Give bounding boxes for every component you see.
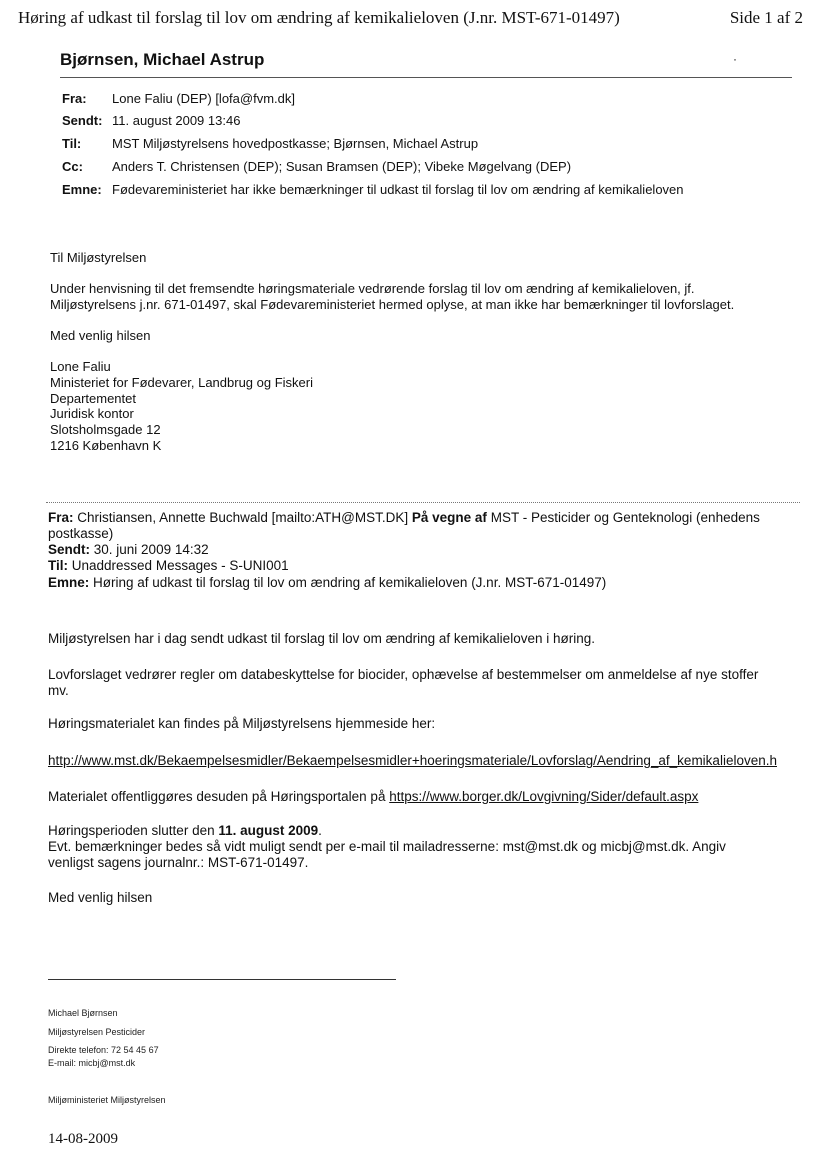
signature-ministry: Ministeriet for Fødevarer, Landbrug og Fiskeri [50, 375, 313, 390]
fwd-paragraph-2-line-1: Lovforslaget vedrører regler om databeskyttelse for biocider, ophævelse af bestemmelser om anmeldelse af nye stoffer [48, 667, 759, 682]
signature-street: Slotsholmsgade 12 [50, 422, 161, 437]
fwd-subject-row [48, 575, 798, 591]
to-value[interactable]: MST Miljøstyrelsens hovedpostkasse; Bjørnsen, Michael Astrup [112, 136, 479, 151]
fwd-subject-value: Høring af udkast til forslag til lov om ændring af kemikalieloven (J.nr. MST-671-01497) [93, 575, 607, 590]
fwd-paragraph-6-line-1: Evt. bemærkninger bedes så vidt muligt sendt per e-mail til mailadresserne: mst@mst.dk og micbj@mst.dk. Angiv [48, 839, 726, 854]
greeting: Til Miljøstyrelsen [50, 250, 147, 265]
hoeringsmateriale-link-row [48, 753, 800, 769]
fwd-sent-row [48, 542, 798, 558]
signature-divider [48, 979, 396, 980]
fwd-from-row [48, 510, 798, 542]
sent-row [62, 113, 240, 128]
fwd-from-label: Fra: [48, 510, 74, 525]
fwd-from-value[interactable]: Christiansen, Annette Buchwald [mailto:ATH@MST.DK] [77, 510, 409, 525]
subject-row [62, 182, 684, 197]
hoeringsmateriale-link[interactable]: http://www.mst.dk/Bekaempelsesmidler/Bekaempelsesmidler+hoeringsmateriale/Lovforslag/Aendring_af_kemikalieloven.h [48, 753, 777, 768]
small-sig-phone: Direkte telefon: 72 54 45 67 [48, 1045, 159, 1055]
fwd-subject-label: Emne: [48, 575, 90, 590]
cc-value[interactable]: Anders T. Christensen (DEP); Susan Bramsen (DEP); Vibeke Møgelvang (DEP) [112, 159, 572, 174]
fwd-to-value[interactable]: Unaddressed Messages - S-UNI001 [71, 558, 289, 573]
subject-value: Fødevareministeriet har ikke bemærkninger til udkast til forslag til lov om ændring af kemikalieloven [112, 182, 684, 197]
fwd-on-behalf-label: På vegne af [411, 510, 487, 525]
signature-city: 1216 København K [50, 438, 162, 453]
from-value[interactable]: Lone Faliu (DEP) [lofa@fvm.dk] [112, 91, 295, 106]
to-label: Til: [62, 136, 82, 151]
footer-date: 14-08-2009 [48, 1131, 118, 1147]
to-row [62, 136, 478, 151]
fwd-paragraph-4 [48, 789, 698, 805]
document-title: Høring af udkast til forslag til lov om ændring af kemikalieloven (J.nr. MST-671-01497) [18, 8, 620, 27]
sent-label: Sendt: [62, 113, 103, 128]
fwd-to-label: Til: [48, 558, 68, 573]
cc-label: Cc: [62, 159, 83, 174]
small-sig-ministry: Miljøministeriet Miljøstyrelsen [48, 1095, 166, 1105]
stray-mark: · [733, 52, 737, 66]
hoeringsportal-link[interactable]: https://www.borger.dk/Lovgivning/Sider/default.aspx [389, 789, 699, 804]
page-number: Side 1 af 2 [729, 8, 803, 27]
fwd-on-behalf-cont: postkasse) [48, 526, 114, 541]
sent-value: 11. august 2009 13:46 [112, 113, 241, 128]
fwd-paragraph-5 [48, 823, 322, 839]
body-paragraph-line-2: Miljøstyrelsens j.nr. 671-01497, skal Fødevareministeriet hermed oplyse, at man ikke har bemærkninger til lovforslaget. [50, 297, 735, 312]
fwd-on-behalf-value: MST - Pesticider og Genteknologi (enhedens [490, 510, 760, 525]
fwd-paragraph-6-line-2: venligst sagens journalnr.: MST-671-01497. [48, 855, 309, 870]
fwd-closing: Med venlig hilsen [48, 890, 153, 905]
body-paragraph-line-1: Under henvisning til det fremsendte høringsmateriale vedrørende forslag til lov om ændring af kemikalieloven, jf. [50, 281, 695, 296]
fwd-paragraph-4-text: Materialet offentliggøres desuden på Høringsportalen på [48, 789, 386, 804]
small-sig-email: E-mail: micbj@mst.dk [48, 1058, 136, 1068]
signature-department: Departementet [50, 391, 136, 406]
subject-label: Emne: [62, 182, 102, 197]
small-sig-name: Michael Bjørnsen [48, 1008, 118, 1018]
signature-office: Juridisk kontor [50, 406, 134, 421]
from-label: Fra: [62, 91, 87, 106]
mailbox-owner-name: Bjørnsen, Michael Astrup [60, 50, 265, 69]
fwd-paragraph-1: Miljøstyrelsen har i dag sendt udkast til forslag til lov om ændring af kemikalieloven i høring. [48, 631, 595, 646]
deadline-date: 11. august 2009 [218, 823, 319, 838]
fwd-sent-label: Sendt: [48, 542, 90, 557]
small-sig-dept: Miljøstyrelsen Pesticider [48, 1027, 146, 1037]
fwd-sent-value: 30. juni 2009 14:32 [93, 542, 209, 557]
deadline-period: . [318, 823, 322, 838]
header-divider [60, 77, 792, 78]
from-row [62, 91, 295, 106]
deadline-text: Høringsperioden slutter den [48, 823, 215, 838]
signature-name: Lone Faliu [50, 359, 111, 374]
fwd-to-row [48, 558, 798, 574]
fwd-paragraph-3: Høringsmaterialet kan findes på Miljøstyrelsens hjemmeside her: [48, 716, 436, 731]
closing: Med venlig hilsen [50, 328, 151, 343]
forward-divider [46, 502, 800, 503]
fwd-paragraph-2-line-2: mv. [48, 683, 69, 698]
cc-row [62, 159, 571, 174]
